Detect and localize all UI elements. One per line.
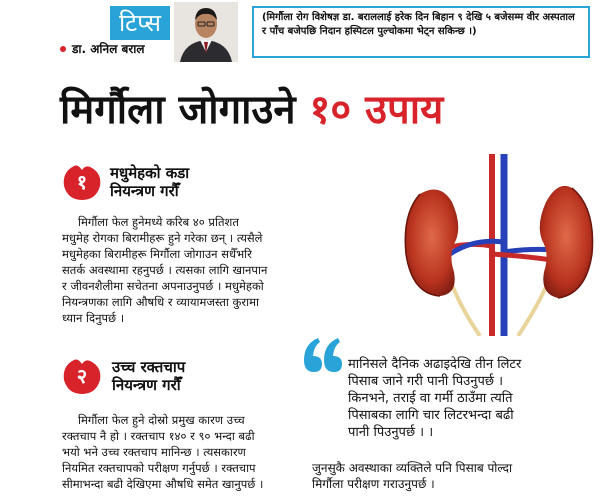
body-line: मिर्गौला फेल हुने दोस्रो प्रमुख कारण उच्च — [78, 413, 245, 427]
section-body — [62, 214, 308, 326]
footer-line: मिर्गौला परीक्षण गराउनुपर्छ । — [312, 477, 435, 491]
body-line: मधुमेहका बिरामीहरू मिर्गौला जोगाउन सधैँभरि — [62, 247, 252, 261]
body-line: र जीवनशैलीमा सचेतना अपनाउनुपर्छ । मधुमेहको — [62, 279, 264, 293]
author-photo — [174, 2, 238, 62]
body-line: सतर्क अवस्थामा रहनुपर्छ । त्यसका लागि खानपान — [62, 263, 268, 277]
page-title — [60, 86, 443, 134]
section-body — [62, 412, 308, 492]
section-number: १ — [76, 170, 88, 194]
heading-line: मधुमेहको कडा — [110, 164, 190, 182]
quote-icon — [300, 334, 342, 376]
quote-line: किनभने, तराई वा गर्मी ठाउँमा त्यति — [348, 391, 513, 406]
quote-text — [348, 356, 588, 441]
heading-line: नियन्त्रण गरौँ — [110, 182, 179, 200]
body-line: मिर्गौला फेल हुनेमध्ये करिब ४० प्रतिशत — [78, 215, 239, 229]
body-line: मधुमेह रोगका बिरामीहरू हुने गरेका छन् । त्यसैले — [62, 231, 263, 245]
title-part1: मिर्गौला जोगाउने — [60, 87, 296, 133]
body-line: नियमित रक्तचापको परीक्षण गर्नुपर्छ । रक्तचाप — [62, 461, 256, 475]
section-heading — [110, 164, 189, 200]
heading-line: नियन्त्रण गरौँ — [112, 376, 181, 394]
quote-line: पानी पिउनुपर्छ । । — [348, 425, 434, 440]
body-line: ध्यान दिनुपर्छ । — [62, 311, 125, 325]
quote-footer — [312, 460, 597, 492]
intro-box: (मिर्गौला रोग विशेषज्ञ डा. बराललाई हरेक दिन बिहान ९ देखि ५ बजेसम्म वीर अस्पताल र पाँच बजेपछि निदान हस्पिटल पुल्चोकमा भेट्न सकिन्छ ।) — [252, 6, 590, 58]
quote-line: मानिसले दैनिक अढाइदेखि तीन लिटर — [348, 357, 522, 372]
body-line: रक्तचाप नै हो । रक्तचाप १४० र ९० भन्दा बढी — [62, 429, 255, 443]
section-number-badge — [62, 356, 102, 396]
section-number-badge — [62, 162, 102, 202]
body-line: नियन्त्रणका लागि औषधि र व्यायामजस्ता कुरामा — [62, 295, 259, 309]
body-line: भयो भने उच्च रक्तचाप मानिन्छ । त्यसकारण — [62, 445, 246, 459]
tips-label: टिप्स — [110, 6, 170, 40]
section-number: २ — [76, 364, 88, 388]
author-name: डा. अनिल बराल — [72, 42, 145, 56]
kidney-illustration — [400, 154, 598, 336]
section-heading — [112, 358, 185, 394]
heading-line: उच्च रक्तचाप — [112, 358, 186, 376]
title-part2: १० उपाय — [309, 87, 444, 133]
body-line: सीमाभन्दा बढी देखिएमा औषधि समेत खानुपर्छ । — [62, 477, 264, 491]
footer-line: जुनसुकै अवस्थाका व्यक्तिले पनि पिसाब पोल्दा — [312, 461, 513, 475]
quote-line: पिसाबका लागि चार लिटरभन्दा बढी — [348, 408, 514, 423]
bullet-icon — [60, 46, 66, 52]
quote-line: पिसाब जाने गरी पानी पिउनुपर्छ । — [348, 374, 504, 389]
